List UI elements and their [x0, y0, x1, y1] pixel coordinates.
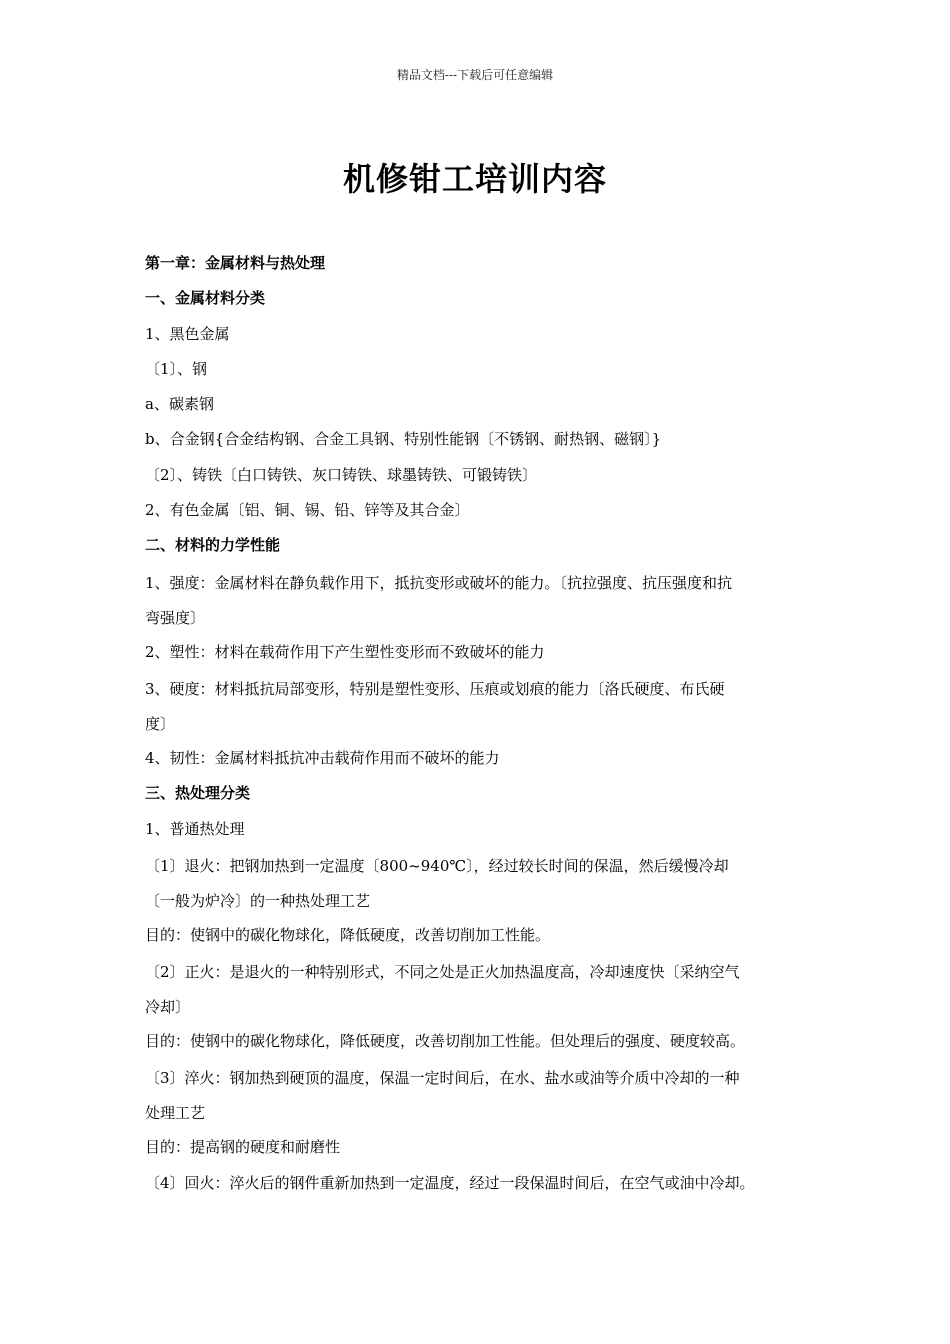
- document-title: 机修钳工培训内容: [342, 160, 607, 198]
- body-line: 〔1〕退火：把钢加热到一定温度〔800~940℃〕，经过较长时间的保温，然后缓慢冷却: [145, 856, 729, 875]
- body-line: 〔1〕、钢: [145, 359, 208, 378]
- body-line: 〔2〕正火：是退火的一种特别形式，不同之处是正火加热温度高，冷却速度快〔采纳空气: [145, 963, 740, 982]
- body-line: 4、韧性：金属材料抵抗冲击载荷作用而不破坏的能力: [145, 748, 500, 767]
- body-line: 2、塑性：材料在载荷作用下产生塑性变形而不致破坏的能力: [145, 642, 545, 661]
- body-line: b、合金钢{合金结构钢、合金工具钢、特别性能钢〔不锈钢、耐热钢、磁钢〕}: [145, 430, 662, 449]
- body-line: 2、有色金属〔铝、铜、锡、铅、锌等及其合金〕: [145, 501, 470, 520]
- body-line: 目的：使钢中的碳化物球化，降低硬度，改善切削加工性能。但处理后的强度、硬度较高。: [145, 1032, 746, 1051]
- section-heading: 三、热处理分类: [145, 784, 251, 803]
- body-line: 目的：提高钢的硬度和耐磨性: [145, 1138, 341, 1157]
- document-body: [145, 246, 825, 1201]
- section-heading: 二、材料的力学性能: [145, 536, 281, 555]
- body-line: 〔3〕淬火：钢加热到硬顶的温度，保温一定时间后，在水、盐水或油等介质中冷却的一种: [145, 1069, 740, 1088]
- body-line: 1、普通热处理: [145, 819, 245, 838]
- body-line: 1、黑色金属: [145, 324, 230, 343]
- body-line: 1、强度：金属材料在静负载作用下，抵抗变形或破坏的能力。〔抗拉强度、抗压强度和抗: [145, 573, 733, 592]
- body-line: 〔一般为炉冷〕的一种热处理工艺: [145, 891, 371, 910]
- chapter-heading: 第一章：金属材料与热处理: [145, 254, 326, 272]
- body-line: a、碳素钢: [145, 395, 214, 414]
- body-line: 3、硬度：材料抵抗局部变形，特别是塑性变形、压痕或划痕的能力〔洛氏硬度、布氏硬: [145, 679, 725, 698]
- body-line: 处理工艺: [145, 1104, 206, 1123]
- body-line: 〔4〕回火：淬火后的钢件重新加热到一定温度，经过一段保温时间后，在空气或油中冷却。: [145, 1173, 755, 1192]
- body-line: 目的：使钢中的碳化物球化，降低硬度，改善切削加工性能。: [145, 925, 551, 944]
- section-heading: 一、金属材料分类: [145, 289, 266, 308]
- body-line: 弯强度〕: [145, 608, 206, 627]
- body-line: 度〕: [145, 714, 176, 733]
- body-line: 〔2〕、铸铁〔白口铸铁、灰口铸铁、球墨铸铁、可锻铸铁〕: [145, 465, 538, 484]
- body-line: 冷却〕: [145, 998, 191, 1017]
- page-header: 精品文档---下载后可任意编辑: [396, 68, 554, 82]
